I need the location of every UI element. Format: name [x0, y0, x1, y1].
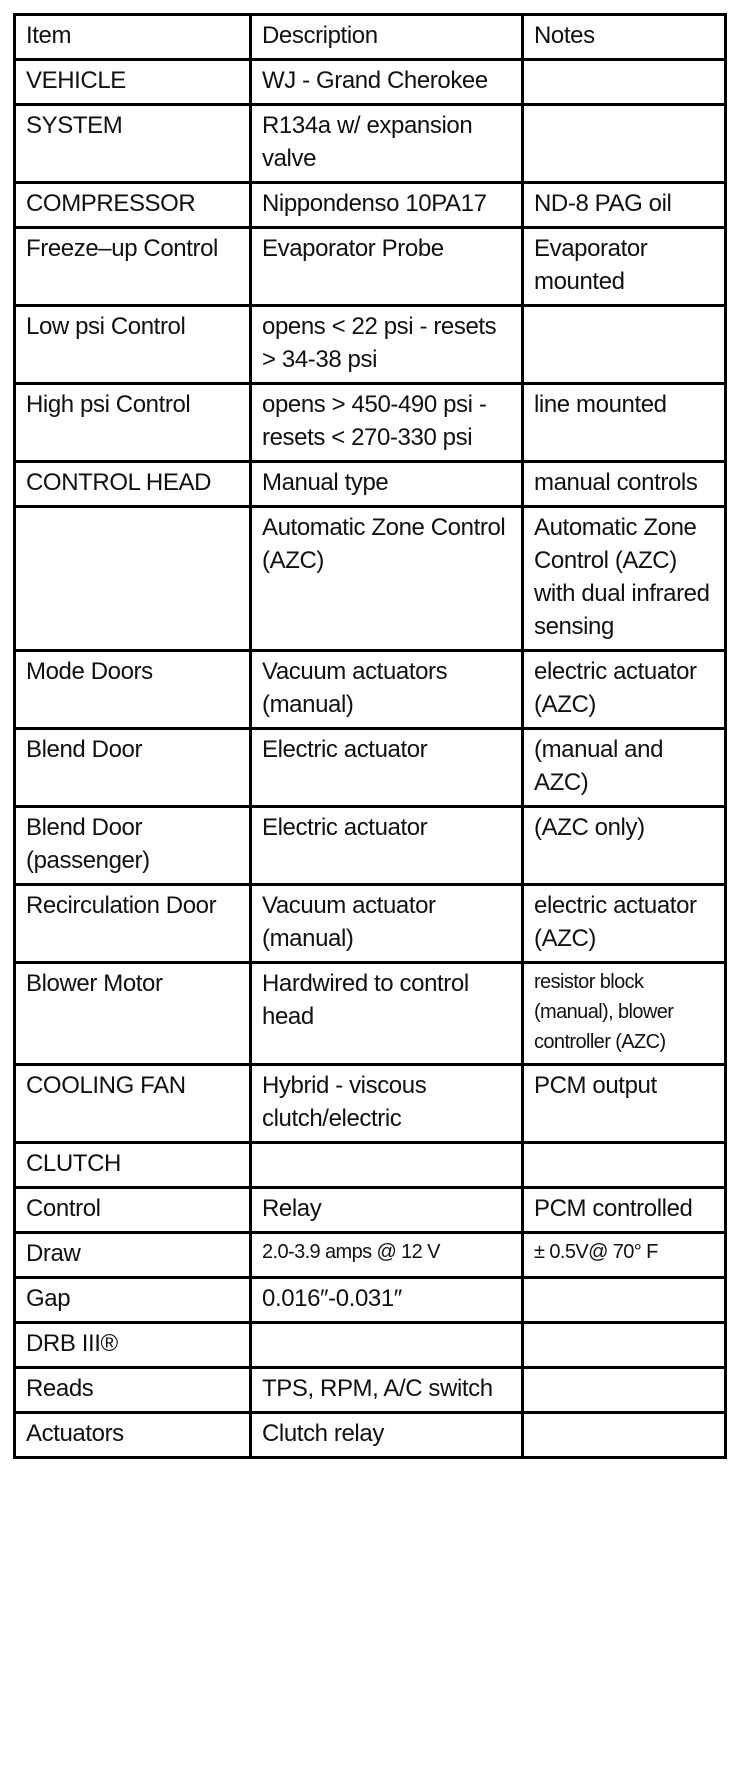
table-row — [15, 1233, 726, 1278]
notes-cell — [523, 105, 726, 183]
notes-cell — [523, 1323, 726, 1368]
notes-cell — [523, 1278, 726, 1323]
table-row — [15, 1188, 726, 1233]
notes-cell: electric actuator (AZC) — [523, 885, 726, 963]
header-item: Item — [15, 15, 251, 60]
description-cell: Automatic Zone Control (AZC) — [251, 507, 523, 651]
table-row — [15, 885, 726, 963]
description-cell: Nippondenso 10PA17 — [251, 183, 523, 228]
description-cell: opens > 450-490 psi - resets < 270-330 psi — [251, 384, 523, 462]
notes-cell: manual controls — [523, 462, 726, 507]
item-cell: Reads — [15, 1368, 251, 1413]
item-cell: DRB III® — [15, 1323, 251, 1368]
item-cell: Mode Doors — [15, 651, 251, 729]
item-cell: Blend Door — [15, 729, 251, 807]
description-cell: WJ - Grand Cherokee — [251, 60, 523, 105]
notes-cell — [523, 60, 726, 105]
item-cell: Blend Door (passenger) — [15, 807, 251, 885]
table-row — [15, 384, 726, 462]
table-row — [15, 105, 726, 183]
description-cell: Vacuum actuator (manual) — [251, 885, 523, 963]
notes-cell: electric actuator (AZC) — [523, 651, 726, 729]
notes-cell: resistor block (manual), blower controller (AZC) — [523, 963, 726, 1065]
notes-cell: PCM controlled — [523, 1188, 726, 1233]
item-cell: VEHICLE — [15, 60, 251, 105]
item-cell — [15, 507, 251, 651]
notes-cell: line mounted — [523, 384, 726, 462]
description-cell: 0.016″-0.031″ — [251, 1278, 523, 1323]
item-cell: COOLING FAN — [15, 1065, 251, 1143]
description-cell: 2.0-3.9 amps @ 12 V — [251, 1233, 523, 1278]
table-row — [15, 651, 726, 729]
item-cell: SYSTEM — [15, 105, 251, 183]
description-cell: Electric actuator — [251, 807, 523, 885]
description-cell: Manual type — [251, 462, 523, 507]
item-cell: Low psi Control — [15, 306, 251, 384]
header-row — [15, 15, 726, 60]
table-row — [15, 507, 726, 651]
description-cell: Vacuum actuators (manual) — [251, 651, 523, 729]
table-row — [15, 183, 726, 228]
item-cell: COMPRESSOR — [15, 183, 251, 228]
table-row — [15, 1413, 726, 1458]
item-cell: Gap — [15, 1278, 251, 1323]
table-row — [15, 1065, 726, 1143]
item-cell: CLUTCH — [15, 1143, 251, 1188]
description-cell: R134a w/ expansion valve — [251, 105, 523, 183]
notes-cell — [523, 306, 726, 384]
description-cell: Electric actuator — [251, 729, 523, 807]
table-row — [15, 60, 726, 105]
description-cell: Hybrid - viscous clutch/electric — [251, 1065, 523, 1143]
table-row — [15, 1278, 726, 1323]
notes-cell — [523, 1413, 726, 1458]
description-cell: Hardwired to control head — [251, 963, 523, 1065]
item-cell: Freeze–up Control — [15, 228, 251, 306]
notes-cell — [523, 1143, 726, 1188]
description-cell: Clutch relay — [251, 1413, 523, 1458]
table-row — [15, 1323, 726, 1368]
table-row — [15, 1368, 726, 1413]
item-cell: Blower Motor — [15, 963, 251, 1065]
item-cell: Recirculation Door — [15, 885, 251, 963]
table-row — [15, 729, 726, 807]
notes-cell: Evaporator mounted — [523, 228, 726, 306]
table-row — [15, 306, 726, 384]
description-cell: Evaporator Probe — [251, 228, 523, 306]
item-cell: CONTROL HEAD — [15, 462, 251, 507]
table-row — [15, 462, 726, 507]
table-row — [15, 807, 726, 885]
description-cell: TPS, RPM, A/C switch — [251, 1368, 523, 1413]
item-cell: Actuators — [15, 1413, 251, 1458]
item-cell: High psi Control — [15, 384, 251, 462]
notes-cell: ND-8 PAG oil — [523, 183, 726, 228]
header-description: Description — [251, 15, 523, 60]
description-cell: Relay — [251, 1188, 523, 1233]
table-row — [15, 228, 726, 306]
item-cell: Draw — [15, 1233, 251, 1278]
notes-cell: PCM output — [523, 1065, 726, 1143]
description-cell — [251, 1143, 523, 1188]
notes-cell: (AZC only) — [523, 807, 726, 885]
table-row — [15, 963, 726, 1065]
notes-cell — [523, 1368, 726, 1413]
notes-cell: (manual and AZC) — [523, 729, 726, 807]
description-cell: opens < 22 psi - resets > 34-38 psi — [251, 306, 523, 384]
description-cell — [251, 1323, 523, 1368]
notes-cell: Automatic Zone Control (AZC) with dual infrared sensing — [523, 507, 726, 651]
notes-cell: ± 0.5V@ 70° F — [523, 1233, 726, 1278]
ac-specifications-table — [13, 13, 727, 1459]
item-cell: Control — [15, 1188, 251, 1233]
header-notes: Notes — [523, 15, 726, 60]
table-row — [15, 1143, 726, 1188]
